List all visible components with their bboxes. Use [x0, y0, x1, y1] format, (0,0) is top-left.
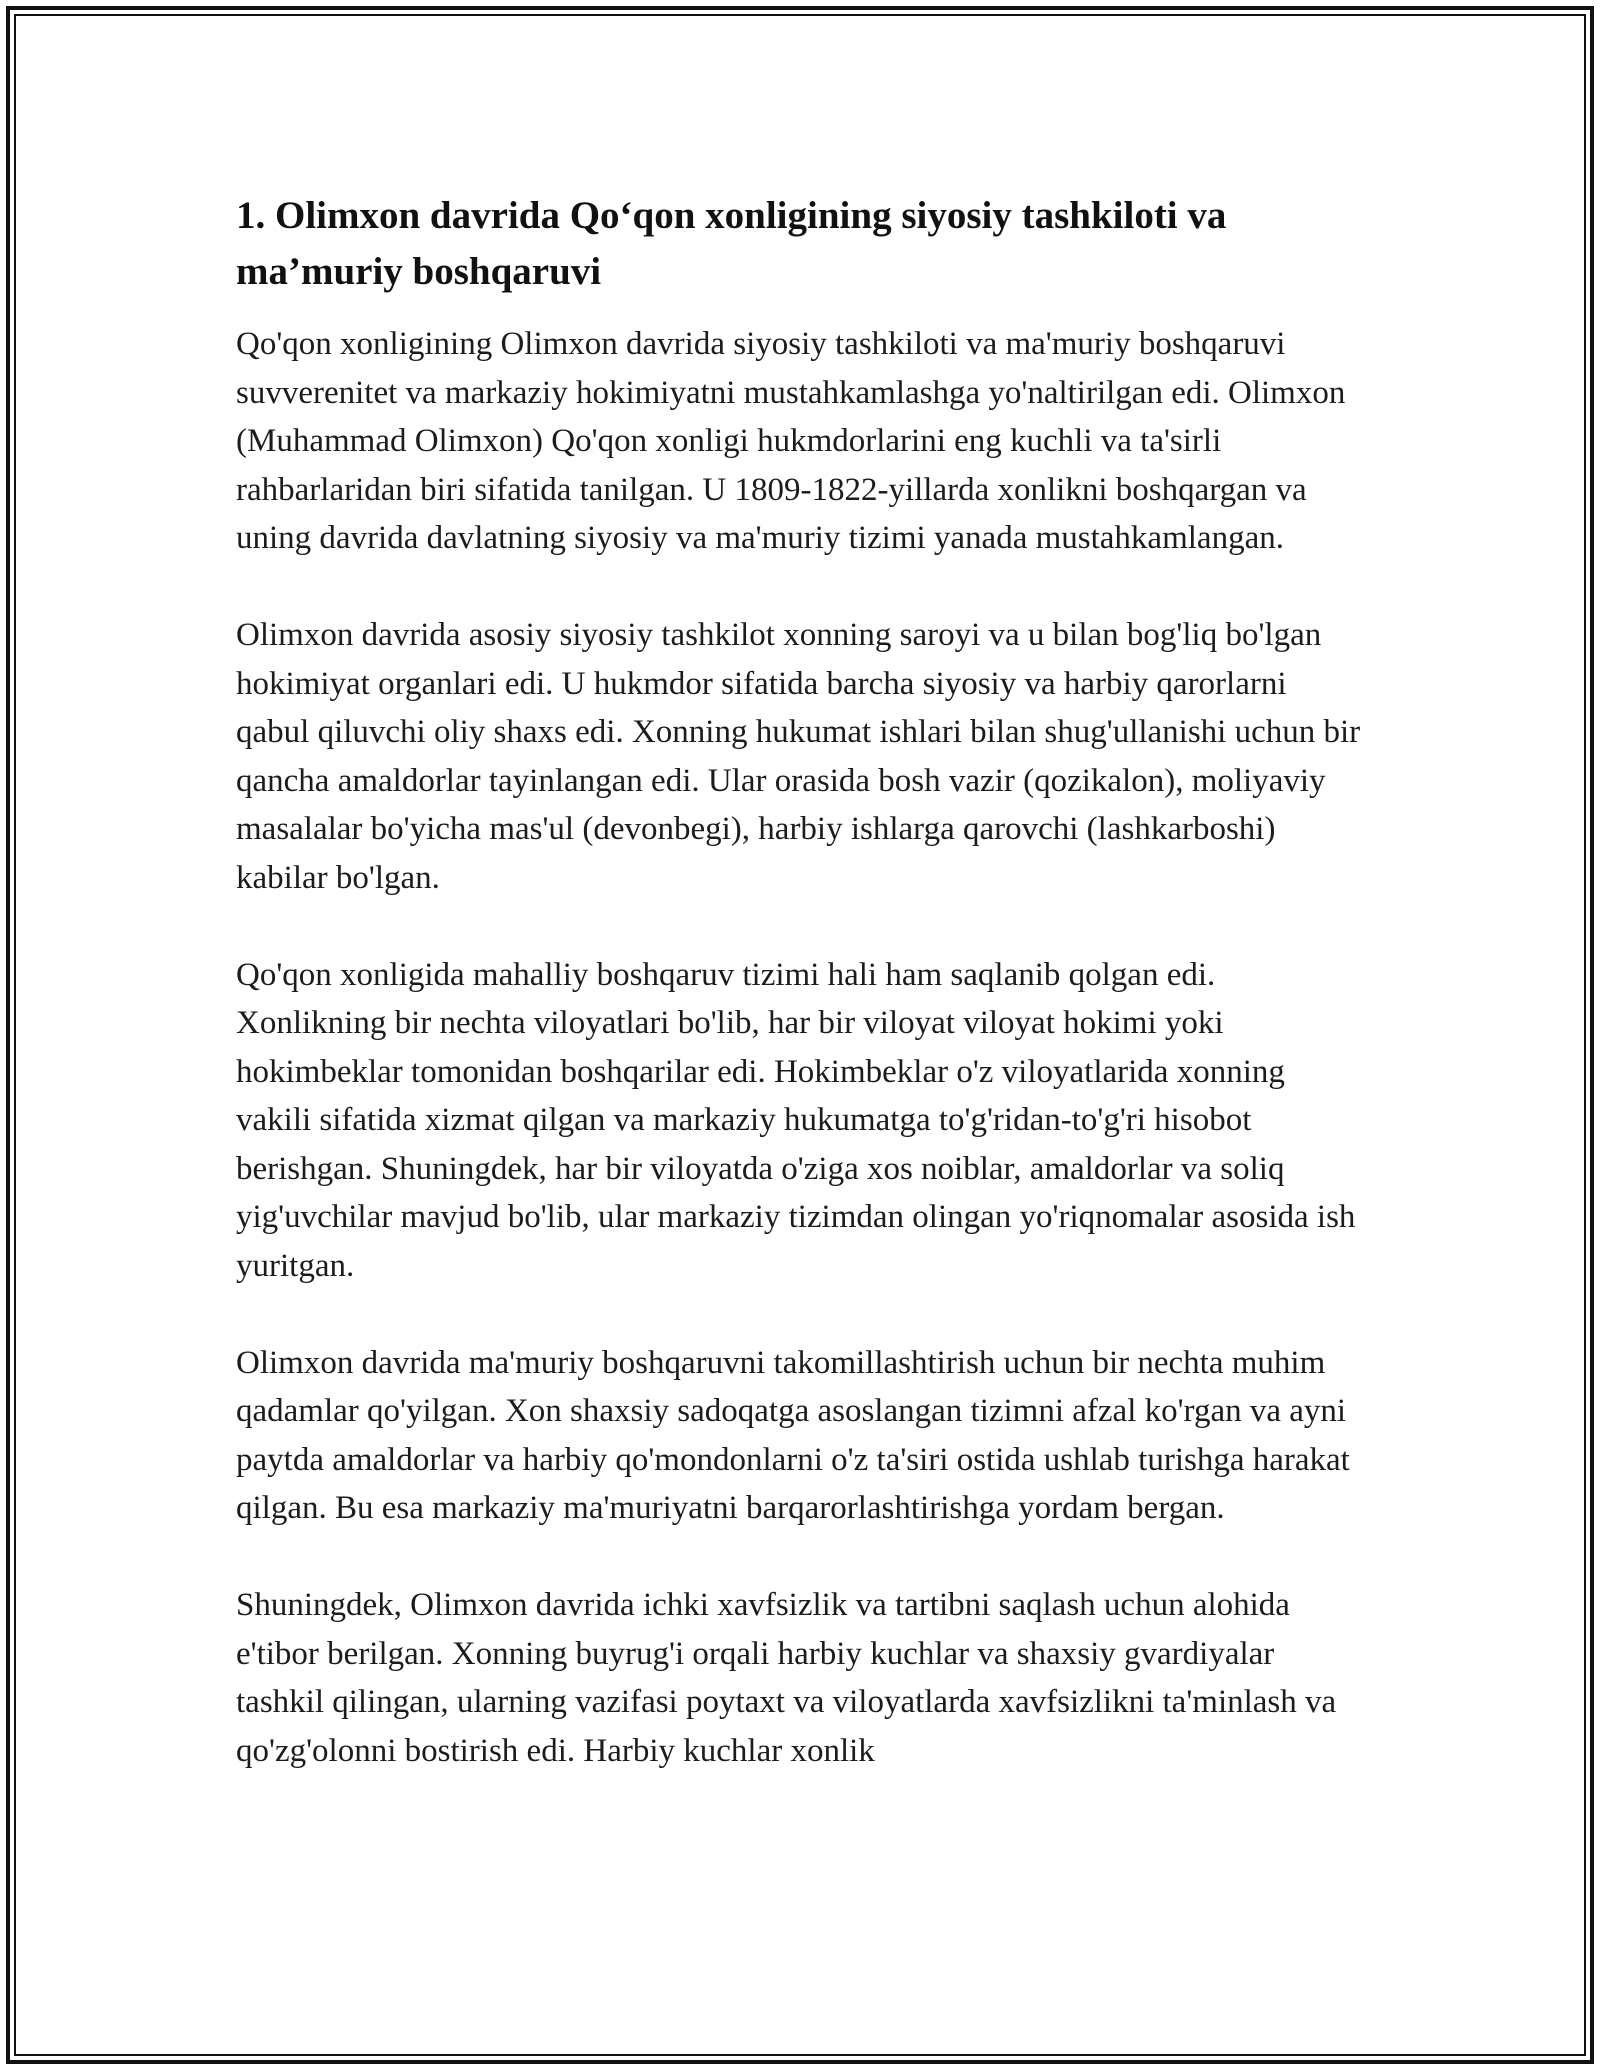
paragraph-1: Qo'qon xonligining Olimxon davrida siyosiy tashkiloti va ma'muriy boshqaruvi suvverenitet va markaziy hokimiyatni mustahkamlashga yo'naltirilgan edi. Olimxon (Muhammad Olimxon) Qo'qon xonligi hukmdorlarini eng kuchli va ta'sirli rahbarlaridan biri sifatida tanilgan. U 1809-1822-yillarda xonlikni boshqargan va uning davrida davlatning siyosiy va ma'muriy tizimi yanada mustahkamlangan. — [236, 326, 1346, 556]
paragraph-2: Olimxon davrida asosiy siyosiy tashkilot xonning saroyi va u bilan bog'liq bo'lgan hokimiyat organlari edi. U hukmdor sifatida barcha siyosiy va harbiy qarorlarni qabul qiluvchi oliy shaxs edi. Xonning hukumat ishlari bilan shug'ullanishi uchun bir qancha amaldorlar tayinlangan edi. Ular orasida bosh vazir (qozikalon), moliyaviy masalalar bo'yicha mas'ul (devonbegi), harbiy ishlarga qarovchi (lashkarboshi) kabilar bo'lgan. — [236, 617, 1361, 896]
paragraph-5: Shuningdek, Olimxon davrida ichki xavfsizlik va tartibni saqlash uchun alohida e'tibor berilgan. Xonning buyrug'i orqali harbiy kuchlar va shaxsiy gvardiyalar tashkil qilingan, ularning vazifasi poytaxt va viloyatlarda xavfsizlikni ta'minlash va qo'zg'olonni bostirish edi. Harbiy kuchlar xonlik — [236, 1587, 1337, 1769]
paragraph-4: Olimxon davrida ma'muriy boshqaruvni takomillashtirish uchun bir nechta muhim qadamlar qo'yilgan. Xon shaxsiy sadoqatga asoslangan tizimni afzal ko'rgan va ayni paytda amaldorlar va harbiy qo'mondonlarni o'z ta'siri ostida ushlab turishga harakat qilgan. Bu esa markaziy ma'muriyatni barqarorlashtirishga yordam bergan. — [236, 1344, 1350, 1526]
document-body — [236, 188, 1366, 1775]
section-heading: 1. Olimxon davrida Qo‘qon xonligining siyosiy tashkiloti va ma’muriy boshqaruvi — [236, 194, 1227, 293]
paragraph-3: Qo'qon xonligida mahalliy boshqaruv tizimi hali ham saqlanib qolgan edi. Xonlikning bir nechta viloyatlari bo'lib, har bir viloyat viloyat hokimi yoki hokimbeklar tomonidan boshqarilar edi. Hokimbeklar o'z viloyatlarida xonning vakili sifatida xizmat qilgan va markaziy hukumatga to'g'ridan-to'g'ri hisobot berishgan. Shuningdek, har bir viloyatda o'ziga xos noiblar, amaldorlar va soliq yig'uvchilar mavjud bo'lib, ular markaziy tizimdan olingan yo'riqnomalar asosida ish yuritgan. — [236, 956, 1356, 1284]
